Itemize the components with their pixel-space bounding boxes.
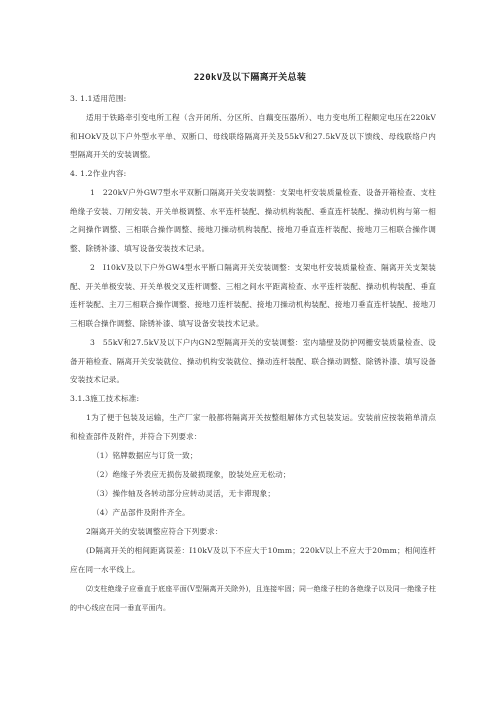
section-heading-scope: 3. 1.1适用范围: bbox=[70, 94, 127, 103]
paragraph-standard-1: 1为了便于包装及运输，生产厂家一般都将隔离开关按整组解体方式包装发运。安装前应按装箱单清点和检查部件及附件，并符合下列要求： bbox=[70, 413, 436, 441]
list-item-2: （2）绝缘子外表应无损伤及破损现象，胶装处应无松动； bbox=[92, 470, 291, 479]
paragraph-item-1: 1 220kV户外GW7型水平双断口隔离开关安装调整：支架电杆安装质量检查、设备开箱检查、支柱绝缘子安装、刀闸安装、开关单极调整、水平连杆装配、操动机构装配、垂直连杆装配、操动机构与第一相之间操作调整、三相联合操作调整、接地刀操动机构装配、接地刀垂直连杆装配、接地刀三相联合操作调整、除锈补漆、填写设备安装技术记录。 bbox=[70, 188, 436, 253]
paragraph-item-2: 2 I10kV及以下户外GW4型水平断口隔离开关安装调整：支架电杆安装质量检查、隔离开关支架装配、开关单极安装、开关单极交叉连杆调整、三相之间水平距离检查、水平连杆装配、操动机构装配、垂直连杆装配、主刀三相联合操作调整、接地刀连杆装配、接地刀操动机构装配、接地刀垂直连杆装配、接地刀三相联合操作调整、除锈补漆、填写设备安装技术记录。 bbox=[70, 263, 436, 328]
document-title: 220kV及以下隔离开关总装 bbox=[193, 73, 307, 83]
paragraph-standard-2: 2隔离开关的安装调整应符合下列要求： bbox=[86, 527, 223, 536]
section-heading-standards: 3.1.3施工技术标准: bbox=[70, 394, 140, 403]
paragraph-item-3: 3 55kV和27.5kV及以下户内GN2型隔离开关的安装调整：室内墙壁及防护网栅安装质量检查、设备开箱检查、隔离开关安装就位、操动机构安装就位、操动连杆装配、联合操动调整、除锈补漆、填写设备安装技术记录。 bbox=[70, 338, 436, 385]
paragraph-phase-distance: (D隔离开关的相间距离误差：I10kV及以下不应大于10mm；220kV以上不应大于20mm；相间连杆应在同一水平线上。 bbox=[70, 546, 436, 574]
list-item-4: （4）产品部件及附件齐全。 bbox=[92, 508, 190, 517]
list-item-3: （3）操作轴及各转动部分应转动灵活，无卡滞现象； bbox=[92, 489, 276, 498]
paragraph-scope: 适用于铁路牵引变电所工程（含开闭所、分区所、自藕变压器所）、电力变电所工程额定电压在220kV和HOkV及以下户外型水平单、双断口、母线联络隔离开关及55kV和27.5kV及以下馈线、母线联络户内型隔离开关的安装调整。 bbox=[70, 113, 436, 160]
list-item-1: （1）铭牌数据应与订货一致； bbox=[92, 451, 198, 460]
section-heading-content: 4. 1.2作业内容: bbox=[70, 169, 127, 178]
paragraph-insulator: ⑵支柱绝缘子应垂直于底座平面(V型隔离开关除外)，且连接牢固；同一绝缘子柱的各绝缘子以及同一绝缘子柱的中心线应在同一垂直平面内。 bbox=[70, 585, 436, 612]
